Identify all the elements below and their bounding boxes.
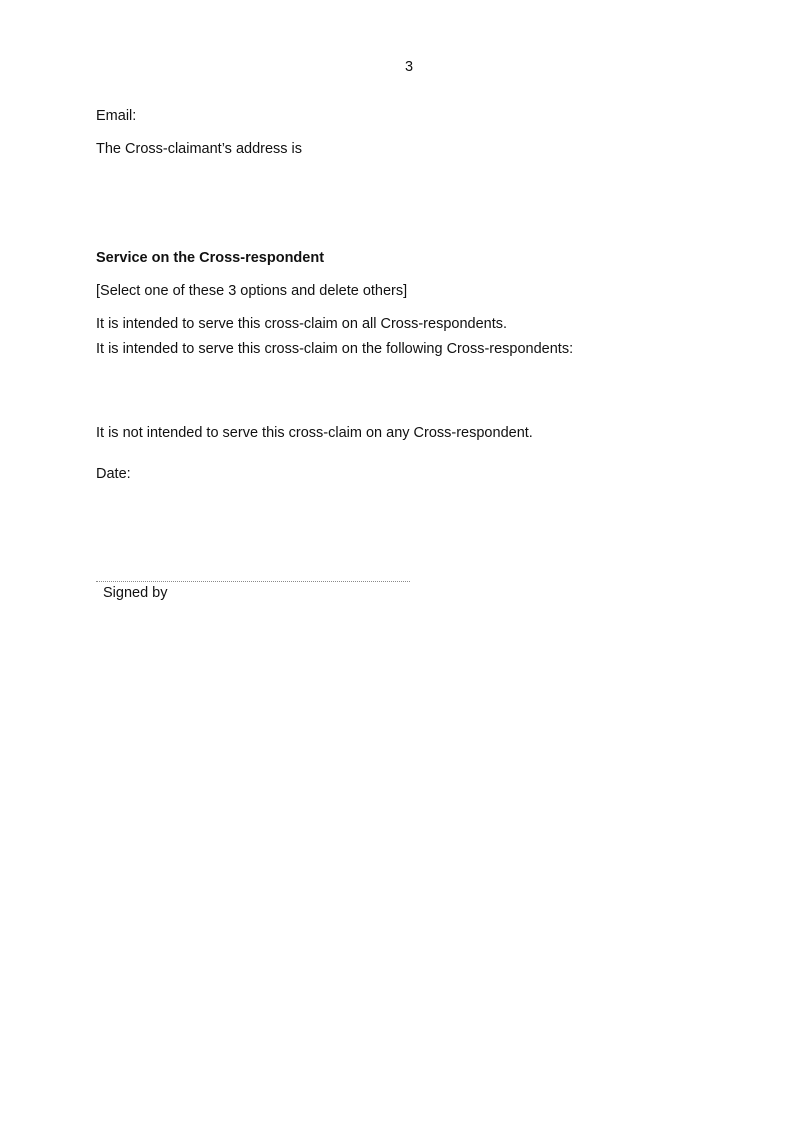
- options-instruction: [Select one of these 3 options and delete others]: [96, 283, 408, 299]
- option-serve-none: It is not intended to serve this cross-claim on any Cross-respondent.: [96, 425, 533, 441]
- email-label: Email:: [96, 108, 137, 124]
- cross-claimant-address-line: The Cross-claimant’s address is: [96, 141, 303, 157]
- page-number: 3: [404, 59, 414, 75]
- date-label: Date:: [96, 466, 131, 482]
- option-serve-all: It is intended to serve this cross-claim on all Cross-respondents.: [96, 316, 508, 332]
- service-heading: Service on the Cross-respondent: [96, 250, 325, 266]
- option-serve-following: It is intended to serve this cross-claim on the following Cross-respondents:: [96, 341, 574, 357]
- signed-by-label: Signed by: [103, 585, 168, 601]
- signature-line: [96, 581, 410, 582]
